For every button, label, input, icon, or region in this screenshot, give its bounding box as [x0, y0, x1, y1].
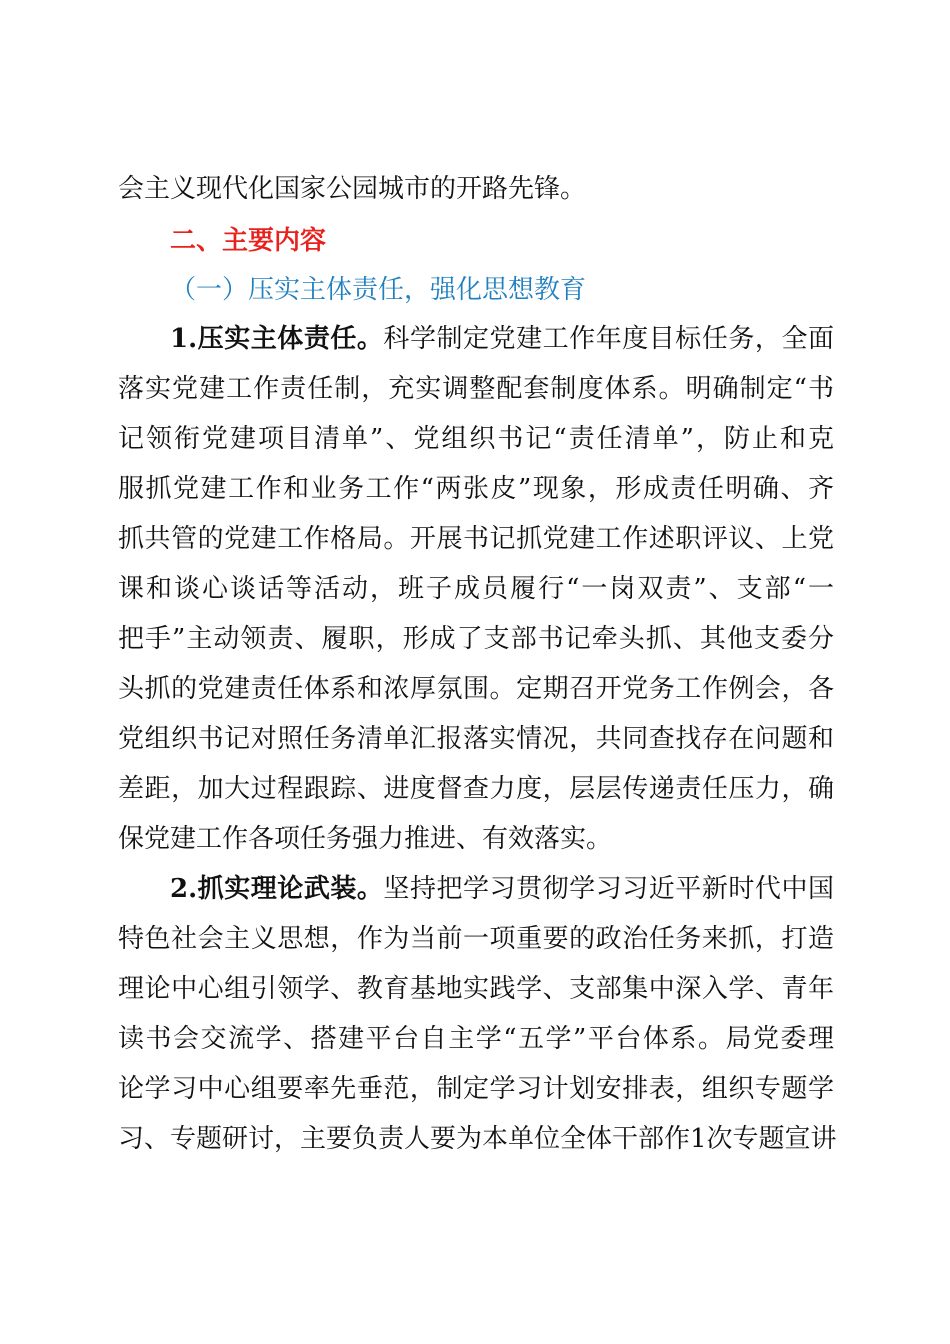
paragraph-1-line: 头抓的党建责任体系和浓厚氛围。定期召开党务工作例会，各: [118, 674, 834, 704]
paragraph-1-line: 抓共管的党建工作格局。开展书记抓党建工作述职评议、上党: [118, 524, 834, 554]
subsection-heading: （一）压实主体责任，强化思想教育: [170, 275, 587, 305]
section-heading: 二、主要内容: [170, 226, 327, 256]
paragraph-1-line: 记领衔党建项目清单”、党组织书记“责任清单”，防止和克: [118, 424, 834, 454]
paragraph-2-line: 读书会交流学、搭建平台自主学“五学”平台体系。局党委理: [118, 1024, 834, 1054]
paragraph-1-lead: 1.压实主体责任。: [170, 324, 384, 354]
paragraph-1-line: 党组织书记对照任务清单汇报落实情况，共同查找存在问题和: [118, 724, 834, 754]
paragraph-2-first-line: [170, 872, 834, 906]
paragraph-1-line: 把手”主动领责、履职，形成了支部书记牵头抓、其他支委分: [118, 624, 834, 654]
continuation-line: 会主义现代化国家公园城市的开路先锋。: [118, 174, 587, 204]
paragraph-2-line: 理论中心组引领学、教育基地实践学、支部集中深入学、青年: [118, 974, 834, 1004]
paragraph-2-line: 特色社会主义思想，作为当前一项重要的政治任务来抓，打造: [118, 924, 834, 954]
paragraph-1-line: 课和谈心谈话等活动，班子成员履行“一岗双责”、支部“一: [118, 574, 834, 604]
paragraph-2-line: 习、专题研讨，主要负责人要为本单位全体干部作1次专题宣讲: [118, 1124, 837, 1154]
paragraph-1-line: 落实党建工作责任制，充实调整配套制度体系。明确制定“书: [118, 374, 834, 404]
paragraph-1-line: 保党建工作各项任务强力推进、有效落实。: [118, 824, 613, 854]
paragraph-1-line: 差距，加大过程跟踪、进度督查力度，层层传递责任压力，确: [118, 774, 834, 804]
paragraph-2-line-rest: 坚持把学习贯彻学习习近平新时代中国: [383, 874, 834, 904]
paragraph-1-first-line: [170, 322, 834, 356]
paragraph-2-lead: 2.抓实理论武装。: [170, 874, 384, 904]
paragraph-1-line-rest: 科学制定党建工作年度目标任务，全面: [383, 324, 834, 354]
paragraph-1-line: 服抓党建工作和业务工作“两张皮”现象，形成责任明确、齐: [118, 474, 834, 504]
paragraph-2-line: 论学习中心组要率先垂范，制定学习计划安排表，组织专题学: [118, 1074, 834, 1104]
